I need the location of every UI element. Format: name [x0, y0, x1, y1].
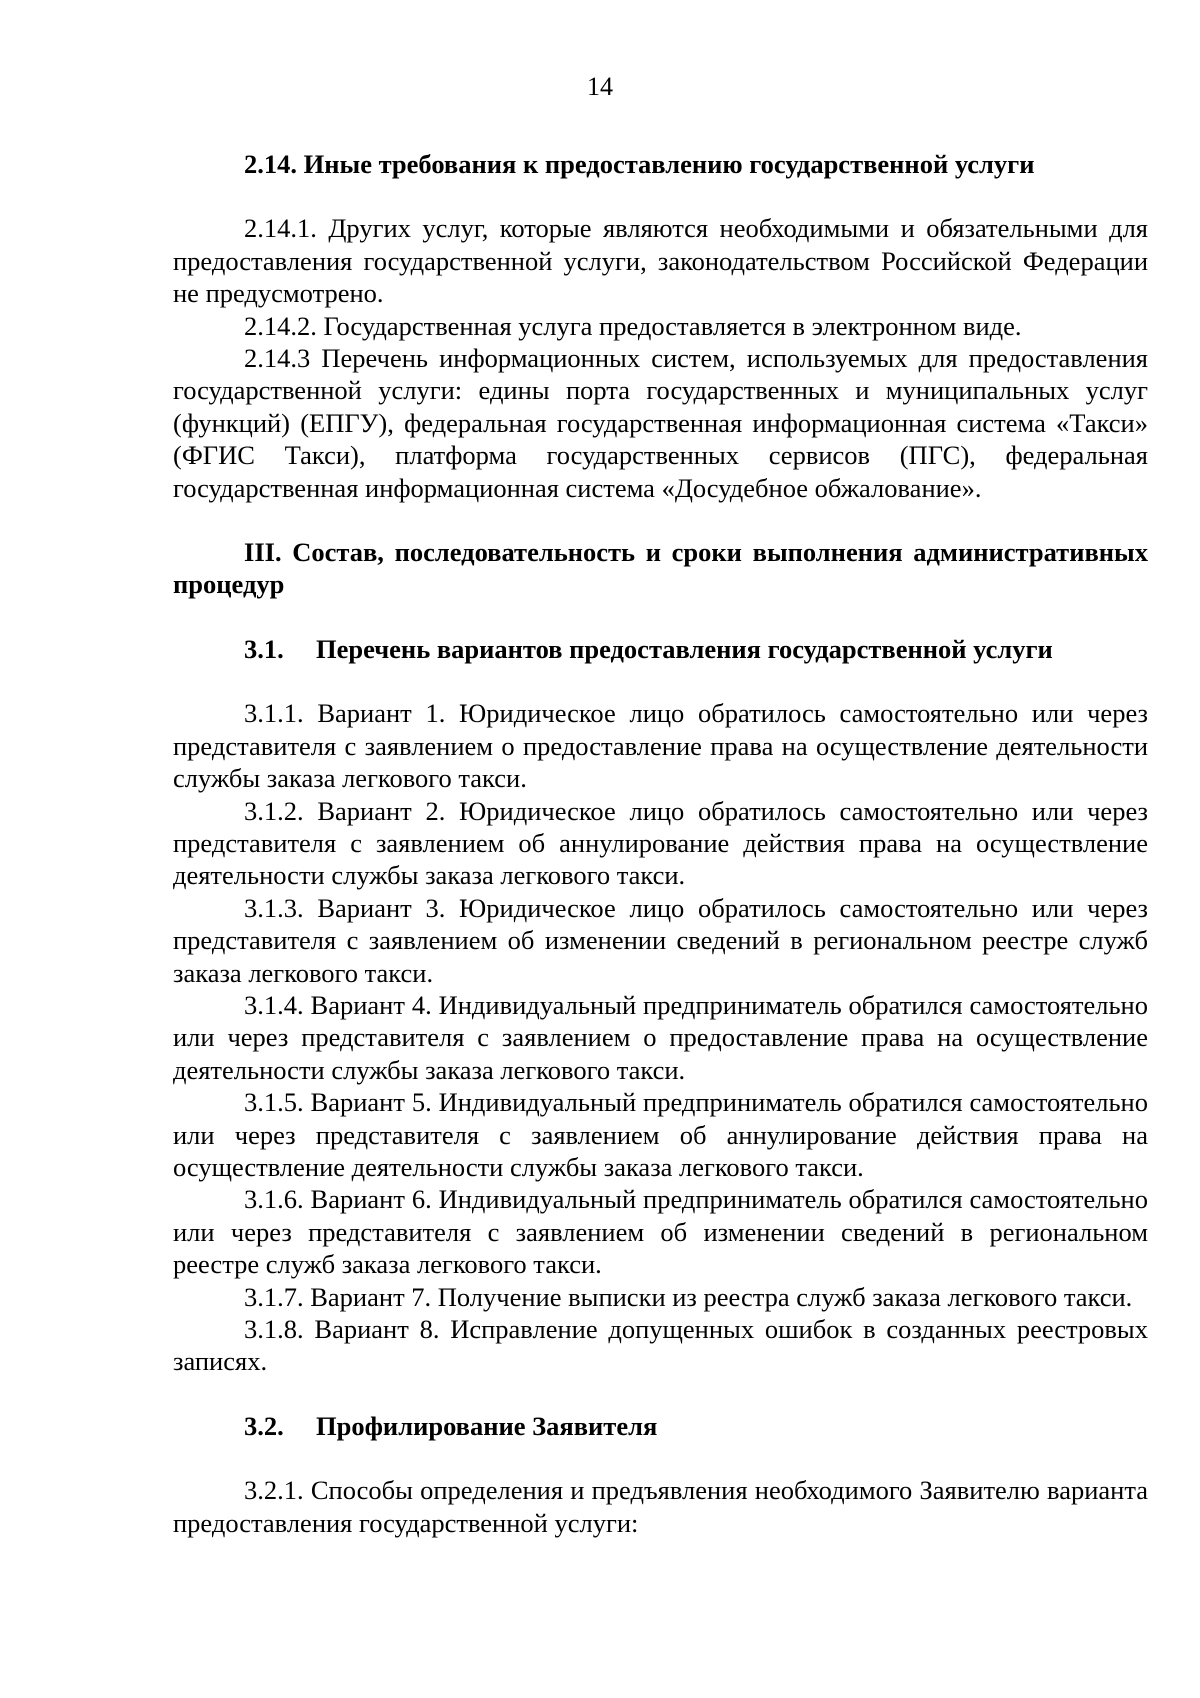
spacer	[173, 504, 1148, 536]
paragraph-3-1-5: 3.1.5. Вариант 5. Индивидуальный предприниматель обратился самостоятельно или через представителя с заявлением об аннулирование действия права на осуществление деятельности службы заказа легкового такси.	[173, 1087, 1148, 1182]
page-number: 14	[587, 72, 613, 101]
section-3-2-title: Профилирование Заявителя	[316, 1410, 658, 1441]
paragraph-3-1-8: 3.1.8. Вариант 8. Исправление допущенных ошибок в созданных реестровых записях.	[173, 1314, 1148, 1377]
section-3-1-heading	[173, 633, 1148, 665]
section-3-heading: III. Состав, последовательность и сроки выполнения административных процедур	[173, 537, 1148, 600]
paragraph-3-1-2: 3.1.2. Вариант 2. Юридическое лицо обратилось самостоятельно или через представителя с заявлением об аннулирование действия права на осуществление деятельности службы заказа легкового такси.	[173, 795, 1148, 891]
spacer	[173, 1378, 1148, 1410]
spacer	[173, 665, 1148, 697]
section-3-2-number: 3.2.	[244, 1410, 284, 1441]
section-2-14-heading: 2.14. Иные требования к предоставлению государственной услуги	[244, 149, 1035, 179]
paragraph-3-1-1: 3.1.1. Вариант 1. Юридическое лицо обратилось самостоятельно или через представителя с заявлением о предоставление права на осуществление деятельности службы заказа легкового такси.	[173, 698, 1148, 794]
spacer	[173, 1442, 1148, 1474]
document-body	[173, 148, 1148, 1539]
paragraph-3-1-6: 3.1.6. Вариант 6. Индивидуальный предприниматель обратился самостоятельно или через представителя с заявлением об изменении сведений в региональном реестре служб заказа легкового такси.	[173, 1184, 1148, 1280]
paragraph-2-14-2: 2.14.2. Государственная услуга предоставляется в электронном виде.	[244, 310, 1022, 341]
paragraph-2-14-1: 2.14.1. Других услуг, которые являются необходимыми и обязательными для предоставления государственной услуги, законодательством Российской Федерации не предусмотрено.	[173, 213, 1148, 309]
paragraph-3-1-7: 3.1.7. Вариант 7. Получение выписки из реестра служб заказа легкового такси.	[244, 1281, 1133, 1312]
paragraph-3-2-1: 3.2.1. Способы определения и предъявления необходимого Заявителю варианта предоставления государственной услуги:	[173, 1475, 1148, 1538]
paragraph-2-14-3: 2.14.3 Перечень информационных систем, используемых для предоставления государственной услуги: едины порта государственных и муниципальных услуг (функций) (ЕПГУ), федеральная государственная информационная система «Такси» (ФГИС Такси), платформа государственных сервисов (ПГС), федеральная государственная информационная система «Досудебное обжалование».	[173, 343, 1148, 503]
spacer	[173, 601, 1148, 633]
paragraph-3-1-3: 3.1.3. Вариант 3. Юридическое лицо обратилось самостоятельно или через представителя с заявлением об изменении сведений в региональном реестре служб заказа легкового такси.	[173, 892, 1148, 988]
spacer	[173, 180, 1148, 212]
section-3-1-number: 3.1.	[244, 633, 284, 664]
section-3-1-title: Перечень вариантов предоставления государственной услуги	[316, 633, 1053, 664]
paragraph-3-1-4: 3.1.4. Вариант 4. Индивидуальный предприниматель обратился самостоятельно или через представителя с заявлением о предоставление права на осуществление деятельности службы заказа легкового такси.	[173, 989, 1148, 1085]
section-3-2-heading	[173, 1410, 1148, 1442]
